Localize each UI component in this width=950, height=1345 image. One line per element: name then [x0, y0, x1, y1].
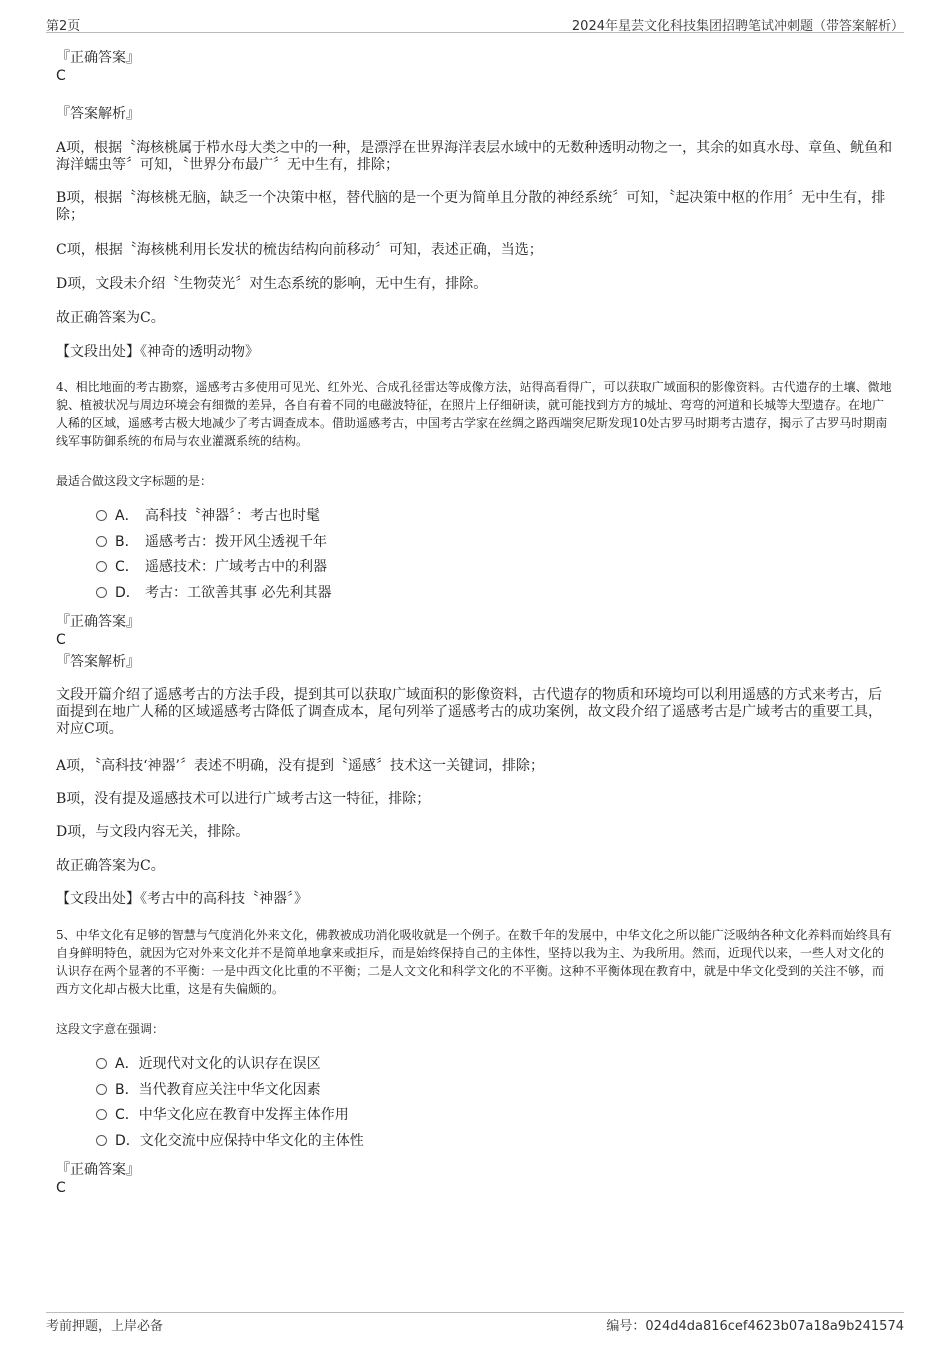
- q3-analysis-a: A项，根据〝海核桃属于栉水母大类之中的一种，是漂浮在世界海洋表层水域中的无数种透明动物之一，其余的如真水母、章鱼、鱿鱼和海洋蠕虫等〞可知，〝世界分布最广〞无中生有，排除；: [56, 140, 893, 173]
- q3-conclusion: 故正确答案为C。: [56, 310, 165, 326]
- radio-icon[interactable]: [96, 1109, 107, 1120]
- q5-option-a[interactable]: A．近现代对文化的认识存在误区: [96, 1056, 321, 1073]
- q5-answer: C: [56, 1180, 66, 1196]
- q3-answer-label: 『正确答案』: [56, 50, 140, 66]
- radio-icon[interactable]: [96, 1135, 107, 1146]
- radio-icon[interactable]: [96, 587, 107, 598]
- footer-slogan: 考前押题，上岸必备: [46, 1319, 164, 1334]
- q4-option-d[interactable]: D． 考古：工欲善其事 必先利其器: [96, 585, 331, 602]
- q4-analysis-a: A项，〝高科技‘神器’〞表述不明确，没有提到〝遥感〞技术这一关键词，排除；: [56, 758, 545, 774]
- document-code-label: 编号：: [606, 1319, 646, 1334]
- q4-source: 【文段出处】《考古中的高科技〝神器〞》: [56, 891, 308, 907]
- radio-icon[interactable]: [96, 561, 107, 572]
- radio-icon[interactable]: [96, 1084, 107, 1095]
- document-title: 2024年星芸文化科技集团招聘笔试冲刺题（带答案解析）: [571, 19, 904, 34]
- q4-option-c[interactable]: C． 遥感技术：广域考古中的利器: [96, 559, 327, 576]
- radio-icon[interactable]: [96, 510, 107, 521]
- q5-answer-label: 『正确答案』: [56, 1162, 140, 1178]
- q4-answer: C: [56, 632, 66, 648]
- q3-analysis-c: C项，根据〝海核桃利用长发状的梳齿结构向前移动〞可知，表述正确，当选；: [56, 242, 543, 258]
- page-header: [46, 12, 904, 33]
- q3-source: 【文段出处】《神奇的透明动物》: [56, 344, 259, 360]
- document-code-value: 024d4da816cef4623b07a18a9b241574: [645, 1319, 904, 1334]
- q4-option-b[interactable]: B． 遥感考古：拨开风尘透视千年: [96, 534, 327, 551]
- radio-icon[interactable]: [96, 1058, 107, 1069]
- q4-analysis-d: D项，与文段内容无关，排除。: [56, 824, 250, 840]
- q5-prompt: 这段文字意在强调：: [56, 1022, 165, 1036]
- q4-analysis-b: B项，没有提及遥感技术可以进行广域考古这一特征，排除；: [56, 791, 431, 807]
- q3-answer: C: [56, 68, 66, 84]
- q4-stem: 4、相比地面的考古勘察，遥感考古多使用可见光、红外光、合成孔径雷达等成像方法，站得高看得广，可以获取广域面积的影像资料。古代遗存的土壤、微地貌、植被状况与周边环境会有细微的差异，各自有着不同的电磁波特征，在照片上仔细研读，就可能找到方方的城址、弯弯的河道和长城等大型遗存。在地广人稀的区域，遥感考古极大地减少了考古调查成本。借助遥感考古，中国考古学家在丝绸之路西端突尼斯发现10处古罗马时期考古遗存，揭示了古罗马时期南线军事防御系统的布局与农业灌溉系统的结构。: [56, 380, 892, 448]
- q4-conclusion: 故正确答案为C。: [56, 858, 165, 874]
- q3-analysis-b: B项，根据〝海核桃无脑，缺乏一个决策中枢，替代脑的是一个更为简单且分散的神经系统〞可知，〝起决策中枢的作用〞无中生有，排除；: [56, 190, 886, 223]
- q5-option-b[interactable]: B．当代教育应关注中华文化因素: [96, 1082, 321, 1099]
- q4-analysis-main: 文段开篇介绍了遥感考古的方法手段，提到其可以获取广域面积的影像资料，古代遗存的物质和环境均可以利用遥感的方式来考古，后面提到在地广人稀的区域遥感考古降低了调查成本，尾句列举了遥感考古的成功案例，故文段介绍了遥感考古是广域考古的重要工具，对应C项。: [56, 687, 882, 737]
- radio-icon[interactable]: [96, 536, 107, 547]
- page-number: 第2页: [46, 19, 81, 34]
- page-footer: [46, 1312, 904, 1337]
- q4-option-a[interactable]: A． 高科技〝神器〞：考古也时髦: [96, 508, 320, 525]
- q5-option-c[interactable]: C．中华文化应在教育中发挥主体作用: [96, 1107, 349, 1124]
- document-code: [606, 1315, 904, 1334]
- q3-analysis-label: 『答案解析』: [56, 106, 140, 122]
- q4-analysis-label: 『答案解析』: [56, 654, 140, 670]
- q5-stem: 5、中华文化有足够的智慧与气度消化外来文化，佛教被成功消化吸收就是一个例子。在数千年的发展中，中华文化之所以能广泛吸纳各种文化养料而始终具有自身鲜明特色，就因为它对外来文化并不是简单地拿来或拒斥，而是始终保持自己的主体性，坚持以我为主、为我所用。然而，近现代以来，一些人对文化的认识存在两个显著的不平衡：一是中西文化比重的不平衡；二是人文文化和科学文化的不平衡。这种不平衡体现在教育中，就是中华文化受到的关注不够，而西方文化却占极大比重，这是有失偏颇的。: [56, 928, 892, 996]
- q5-option-d[interactable]: D．文化交流中应保持中华文化的主体性: [96, 1133, 364, 1150]
- q4-prompt: 最适合做这段文字标题的是：: [56, 474, 213, 488]
- q4-answer-label: 『正确答案』: [56, 614, 140, 630]
- q3-analysis-d: D项，文段未介绍〝生物荧光〞对生态系统的影响，无中生有，排除。: [56, 276, 488, 292]
